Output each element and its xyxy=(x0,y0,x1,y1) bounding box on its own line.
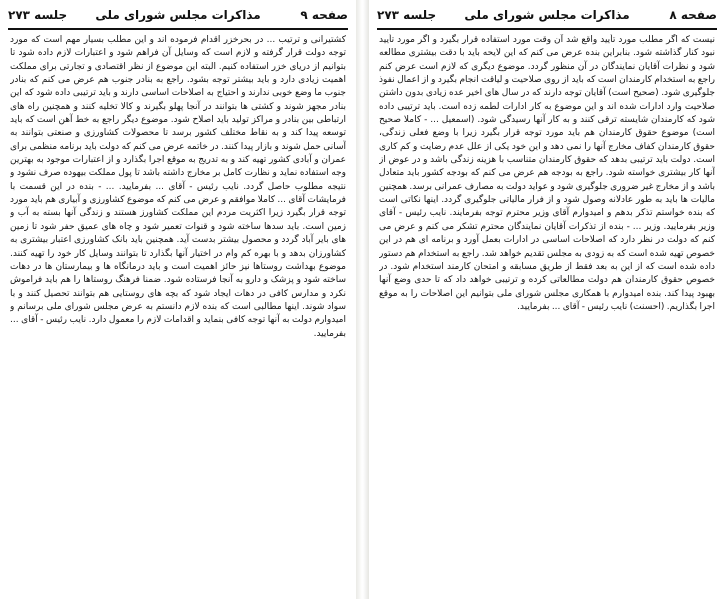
left-body-text xyxy=(10,34,346,593)
right-page-header xyxy=(377,4,717,26)
right-header-rule xyxy=(377,28,717,30)
right-session-label: جلسه ۲۷۳ xyxy=(377,8,437,22)
right-paragraph: نیست که اگر مطلب مورد تأیید واقع شد آن وقت مورد استفاده قرار بگیرد و اگر مورد تأیید نبود کنار گذاشته شود. بنابراین بنده عرض می کنم که این لایحه باید با دقت بیشتری مطالعه شود و نظرات آقایان نمایندگان در آن منظور گردد. موضوع دیگری که لازم است عرض کنم راجع به استخدام کارمندان است که باید از روی صلاحیت و لیاقت انجام بگیرد و از اعمال نفوذ جلوگیری شود. (صحیح است) آقایان توجه دارند که در سال های اخیر عده زیادی بدون داشتن صلاحیت وارد ادارات شده اند و این موضوع به کار ادارات لطمه زده است. باید ترتیبی داده شود که کارمندان شایسته ترقی کنند و به کار آنها رسیدگی شود. (اسمعیل ... - کاملا صحیح است) موضوع حقوق کارمندان هم باید مورد توجه قرار بگیرد زیرا با وضع فعلی زندگی، حقوق کارمندان کفاف مخارج آنها را نمی دهد و این خود یکی از علل عدم رضایت و کم کاری است. دولت باید ترتیبی بدهد که حقوق کارمندان متناسب با هزینه زندگی باشد و در عوض از آنها کار بیشتری خواسته شود. راجع به بودجه هم عرض می کنم که بودجه کشور باید متعادل باشد و از مخارج غیر ضروری جلوگیری شود و عواید دولت به مصارف عمرانی برسد. همچنین مالیات ها باید به طور عادلانه وصول شود و از فرار مالیاتی جلوگیری گردد. اینها نکاتی است که بنده خواستم تذکر بدهم و امیدوارم آقای وزیر محترم توجه بفرمایند. نایب رئیس - آقای وزیر بفرمایید. وزیر ... - بنده از تذکرات آقایان نمایندگان محترم تشکر می کنم و عرض می کنم که دولت در نظر دارد که اصلاحات اساسی در ادارات بعمل آورد و برنامه ای هم در این خصوص تهیه شده است که به زودی به مجلس تقدیم خواهد شد. راجع به استخدام هم دستور داده شده است که از این به بعد فقط از طریق مسابقه و امتحان کارمند استخدام شود. در خصوص حقوق کارمندان هم دولت مطالعاتی کرده و ترتیبی خواهد داد که تا حدی وضع آنها بهبود پیدا کند. بنده امیدوارم با همکاری مجلس شورای ملی بتوانیم این اصلاحات را به موقع اجرا بگذاریم. (احسنت) نایب رئیس - آقای ... بفرمایید. xyxy=(379,35,715,312)
left-session-label: جلسه ۲۷۳ xyxy=(8,8,68,22)
right-running-title: مذاکرات مجلس شورای ملی xyxy=(464,8,630,22)
left-header-rule xyxy=(8,28,348,30)
left-paragraph: کشتیرانی و ترتیب ... در بحرخزر اقدام فرموده اند و این مطلب بسیار مهم است که مورد توجه دولت قرار گرفته و لازم است که وسایل آن فراهم شود و اعتبارات لازم داده شود تا بتوانیم از دریای خزر استفاده کنیم. البته این موضوع از نظر اقتصادی و تجارتی برای مملکت اهمیت زیادی دارد و باید بیشتر توجه بشود. راجع به بنادر جنوب هم عرض می کنم که بنادر جنوب ما وضع خوبی ندارند و احتیاج به اصلاحات اساسی دارند و باید ترتیبی داده شود که این بنادر مجهز شوند و کشتی ها بتوانند در آنجا پهلو بگیرند و کالا تخلیه کنند و همچنین راه های ارتباطی بین بنادر و مراکز تولید باید اصلاح شود. موضوع دیگر راجع به خط آهن است که باید توسعه پیدا کند و به نقاط مختلف کشور برسد تا محصولات کشاورزی و صنعتی بتوانند به آسانی حمل شوند و بازار پیدا کنند. در خاتمه عرض می کنم که دولت باید برنامه منظمی برای عمران و آبادی کشور تهیه کند و به تدریج به موقع اجرا بگذارد و از اعتبارات موجود به بهترین وجه استفاده نماید و نظارت کامل بر مخارج داشته باشد تا پول مملکت بیهوده صرف نشود و نتیجه مطلوب حاصل گردد. نایب رئیس - آقای ... بفرمایید. ... - بنده در این قسمت با فرمایشات آقای ... کاملا موافقم و عرض می کنم که موضوع کشاورزی و آبیاری هم باید مورد توجه قرار بگیرد زیرا اکثریت مردم این مملکت کشاورز هستند و زندگی آنها بسته به آب و زمین است. باید سدها ساخته شود و قنوات تعمیر شود و چاه های عمیق حفر شود تا زمین های بایر آباد گردد و محصول بیشتر بدست آید. همچنین باید بانک کشاورزی اعتبار بیشتری به کشاورزان بدهد و با بهره کم وام در اختیار آنها بگذارد تا بتوانند وسایل کار خود را تهیه کنند. موضوع بهداشت روستاها نیز حائز اهمیت است و باید درمانگاه ها و بیمارستان ها در دهات ساخته شود و پزشک و دارو به آنجا فرستاده شود. ضمنا فرهنگ روستاها را هم باید فراموش نکرد و مدارس کافی در دهات ایجاد شود که بچه های روستایی هم بتوانند تحصیل کنند و با سواد شوند. اینها مطالبی است که بنده لازم دانستم به عرض مجلس شورای ملی برسانم و امیدوارم دولت به آنها توجه کافی بنماید و اقدامات لازم را معمول دارد. نایب رئیس - آقای ... بفرمایید. xyxy=(10,35,346,339)
left-running-title: مذاکرات مجلس شورای ملی xyxy=(95,8,261,22)
right-page-number: صفحه ۸ xyxy=(669,8,717,22)
book-gutter xyxy=(356,0,369,599)
right-page xyxy=(369,0,725,599)
right-body-text xyxy=(379,34,715,593)
left-page-header xyxy=(8,4,348,26)
left-page-number: صفحه ۹ xyxy=(300,8,348,22)
left-page xyxy=(0,0,356,599)
